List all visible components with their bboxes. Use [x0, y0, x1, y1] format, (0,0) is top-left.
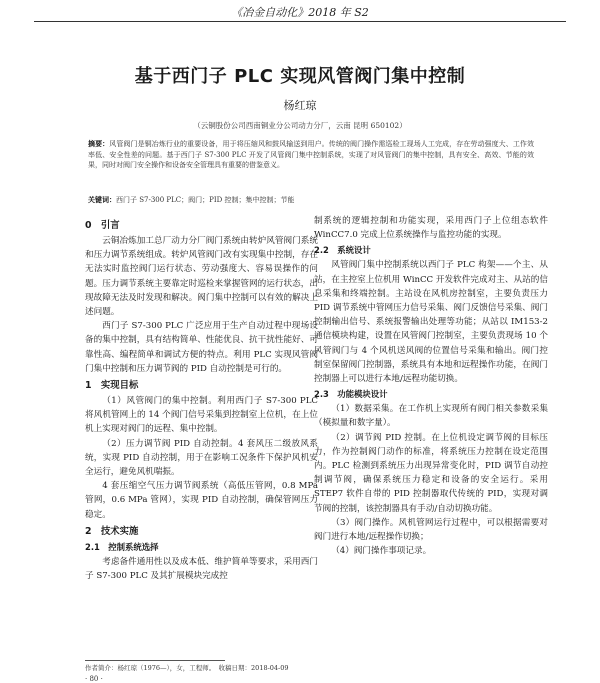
section-heading-goals: 1 实现目标	[85, 380, 139, 392]
paragraph: 风管阀门集中控制系统以西门子 PLC 构架——个主、从站，在主控室上位机用 WinCC 开发软件完成对主、从站的信息采集和终端控制。主站设在风机房控制室，主要负责压力 PID 调节系统中管网压力信号采集、阀门反馈信号采集、阀门控制输出信号、系统报警输出处理等功能；从站以 IM153-2 通信模块构建，设置在风管阀门控制室，主要负责现场 10 个风管阀门与 4 个风机送风阀的位置信号采集和输出。阀门控制室保留阀门控制器，系统具有本地和远程操作功能，在阀门控制器上可以进行本地/远程功能切换。	[314, 260, 548, 385]
footnote-rule	[85, 660, 225, 661]
section-heading-intro: 0 引言	[85, 220, 120, 231]
running-header: 《冶金自动化》2018 年 S2	[231, 6, 369, 19]
keywords-label: 关键词：	[88, 195, 116, 204]
paragraph: 西门子 S7-300 PLC 广泛应用于生产自动过程中现场设备的集中控制，具有结构简单、性能优良、抗干扰性能好、可靠性高、编程简单和调试方便的特点。利用 PLC 实现风管阀门集中控制和压力调节阀的 PID 自动控制是可行的。	[85, 321, 318, 374]
abstract	[88, 139, 534, 171]
paragraph: （3）阀门操作。风机管网运行过程中，可以根据需要对阀门进行本地/远程操作切换；	[314, 517, 548, 543]
author: 杨红琼	[283, 99, 317, 112]
abstract-label: 摘要：	[88, 139, 110, 148]
paragraph: （1）数据采集。在工作机上实现所有阀门相关参数采集（模拟量和数字量）。	[314, 404, 548, 429]
subsection-heading-control-system: 2.1 控制系统选择	[85, 541, 159, 552]
paragraph: 4 套压缩空气压力调节阀系统（高低压管网，0.8 MPa 管网，0.6 MPa 管网），实现 PID 自动控制，确保管网压力稳定。	[85, 481, 318, 520]
paragraph: 云铜冶炼加工总厂动力分厂阀门系统由转炉风管阀门系统和压力调节系统组成。转炉风管阀门改有实现集中控制，存在无法实时监控阀门运行状态、劳动强度大、容易误操作的问题。压力调节系统主要靠定时巡检来掌握管网的运行状态，出现故障无法及时发现和解决。阀门集中控制可以有效的解决上述问题。	[85, 236, 318, 318]
section-heading-implementation: 2 技术实施	[85, 525, 139, 537]
subsection-heading-function-modules: 2.3 功能模块设计	[314, 389, 388, 400]
page-number: · 80 ·	[85, 675, 103, 683]
abstract-text: 风管阀门是铜冶炼行业的重要设备，用于将压缩风和鼓风输送到用户。传统的阀门操作需巡检工现场人工完成，存在劳动强度大、工作效率低、安全性差的问题。基于西门子 S7-300 PLC 开发了风管阀门集中控制系统，实现了对风管阀门的集中控制，具有安全、高效、节能的效果，同时对阀门安全操作和设备安全管理具有重要的借鉴意义。	[88, 140, 535, 169]
paragraph: （4）阀门操作事项记录。	[331, 546, 432, 557]
paragraph: （2）压力调节阀 PID 自动控制。4 套风压二级放风系统，实现 PID 自动控制，用于在影响工况条件下保护风机安全运行，避免风机喘振。	[85, 438, 318, 478]
paragraph: 制系统的逻辑控制和功能实现，采用西门子上位组态软件 WinCC7.0 完成上位系统操作与监控功能的实现。	[314, 216, 548, 241]
subsection-heading-system-design: 2.2 系统设计	[314, 245, 371, 256]
keywords	[88, 195, 534, 205]
affiliation: （云铜股份公司西南铜业分公司动力分厂，云南 昆明 650102）	[193, 121, 407, 130]
left-column	[85, 216, 318, 583]
footnote: 作者简介：杨红琼（1976—），女，工程师。 收稿日期：2018-04-09	[85, 664, 289, 672]
paragraph: 考虑备件通用性以及成本低、维护简单等要求，采用西门子 S7-300 PLC 及其扩展模块完成控	[85, 556, 318, 582]
header-rule	[34, 21, 566, 22]
paper-title: 基于西门子 PLC 实现风管阀门集中控制	[134, 66, 466, 87]
paragraph: （1）风管阀门的集中控制。利用西门子 S7-300 PLC 将风机管网上的 14 个阀门信号采集到控制室上位机，在上位机上实现对阀门的远程、集中控制。	[85, 396, 318, 435]
right-column	[314, 214, 548, 558]
paragraph: （2）调节阀 PID 控制。在上位机设定调节阀的目标压力，作为控制阀门动作的标准，将系统压力控制在设定范围内。PLC 检测到系统压力出现异常变化时，PID 调节自动控制调节阀，确保系统压力稳定和设备的安全运行。采用 STEP7 软件自带的 PID 控制器取代传统的 PID，实现对调节阀的控制，该控制器具有手动/自动切换功能。	[314, 432, 548, 514]
keywords-text: 西门子 S7-300 PLC；阀门；PID 控制；集中控制；节能	[116, 196, 295, 204]
